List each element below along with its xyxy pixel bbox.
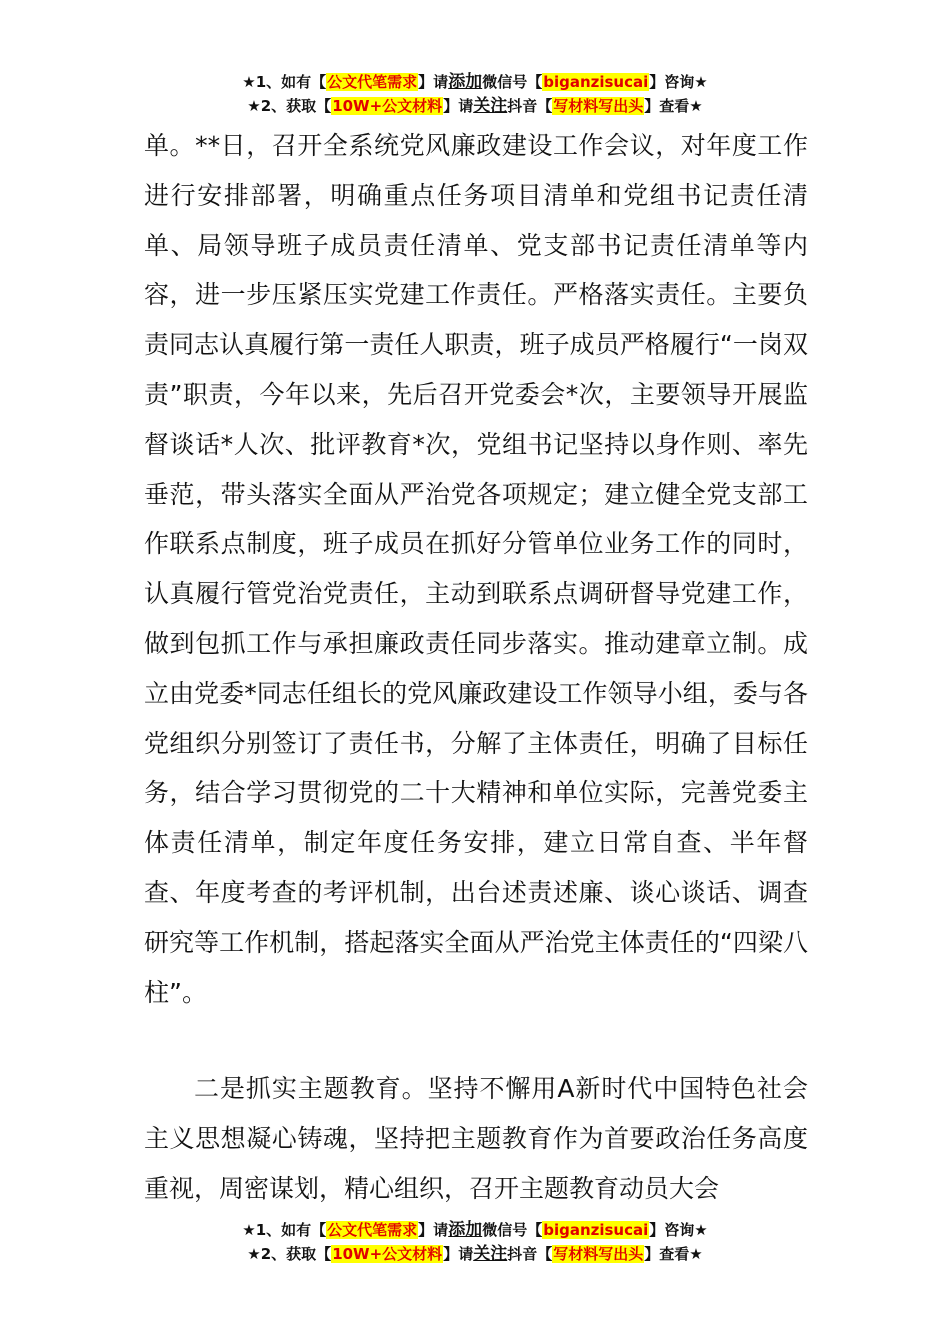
highlight-douyin: 写材料写出头 bbox=[553, 97, 644, 115]
footer-banner bbox=[0, 1218, 950, 1266]
highlight-service: 公文代笔需求 bbox=[327, 1221, 418, 1239]
header-banner bbox=[0, 70, 950, 118]
star-icon: ★ bbox=[689, 97, 703, 115]
star-icon: ★ bbox=[242, 1221, 256, 1239]
body-paragraph-2: 二是抓实主题教育。坚持不懈用A新时代中国特色社会主义思想凝心铸魂，坚持把主题教育作为首要政治任务高度重视，周密谋划，精心组织，召开主题教育动员大会 bbox=[144, 1074, 808, 1203]
star-icon: ★ bbox=[689, 1245, 703, 1263]
banner-line-2: ★2、获取【10W+公文材料】请关注抖音【写材料写出头】查看★ bbox=[247, 1244, 703, 1264]
highlight-service: 公文代笔需求 bbox=[327, 73, 418, 91]
highlight-wechat-id: biganzisucai bbox=[543, 1221, 649, 1239]
banner-line-1: ★1、如有【公文代笔需求】请添加微信号【biganzisucai】咨询★ bbox=[242, 1220, 708, 1240]
star-icon: ★ bbox=[694, 1221, 708, 1239]
star-icon: ★ bbox=[242, 73, 256, 91]
highlight-materials: 10W+公文材料 bbox=[332, 97, 443, 115]
highlight-materials: 10W+公文材料 bbox=[332, 1245, 443, 1263]
star-icon: ★ bbox=[247, 97, 261, 115]
banner-line-2: ★2、获取【10W+公文材料】请关注抖音【写材料写出头】查看★ bbox=[247, 96, 703, 116]
banner-line-1: ★1、如有【公文代笔需求】请添加微信号【biganzisucai】咨询★ bbox=[242, 72, 708, 92]
highlight-douyin: 写材料写出头 bbox=[553, 1245, 644, 1263]
star-icon: ★ bbox=[247, 1245, 261, 1263]
star-icon: ★ bbox=[694, 73, 708, 91]
highlight-wechat-id: biganzisucai bbox=[543, 73, 649, 91]
body-paragraph-1: 单。**日，召开全系统党风廉政建设工作会议，对年度工作进行安排部署，明确重点任务项目清单和党组书记责任清单、局领导班子成员责任清单、党支部书记责任清单等内容，进一步压紧压实党建工作责任。严格落实责任。主要负责同志认真履行第一责任人职责，班子成员严格履行“一岗双责”职责，今年以来，先后召开党委会*次，主要领导开展监督谈话*人次、批评教育*次，党组书记坚持以身作则、率先垂范，带头落实全面从严治党各项规定；建立健全党支部工作联系点制度，班子成员在抓好分管单位业务工作的同时，认真履行管党治党责任，主动到联系点调研督导党建工作，做到包抓工作与承担廉政责任同步落实。推动建章立制。成立由党委*同志任组长的党风廉政建设工作领导小组，委与各党组织分别签订了责任书，分解了主体责任，明确了目标任务，结合学习贯彻党的二十大精神和单位实际，完善党委主体责任清单，制定年度任务安排，建立日常自查、半年督查、年度考查的考评机制，出台述责述廉、谈心谈话、调查研究等工作机制，搭起落实全面从严治党主体责任的“四梁八柱”。 bbox=[144, 131, 808, 1007]
